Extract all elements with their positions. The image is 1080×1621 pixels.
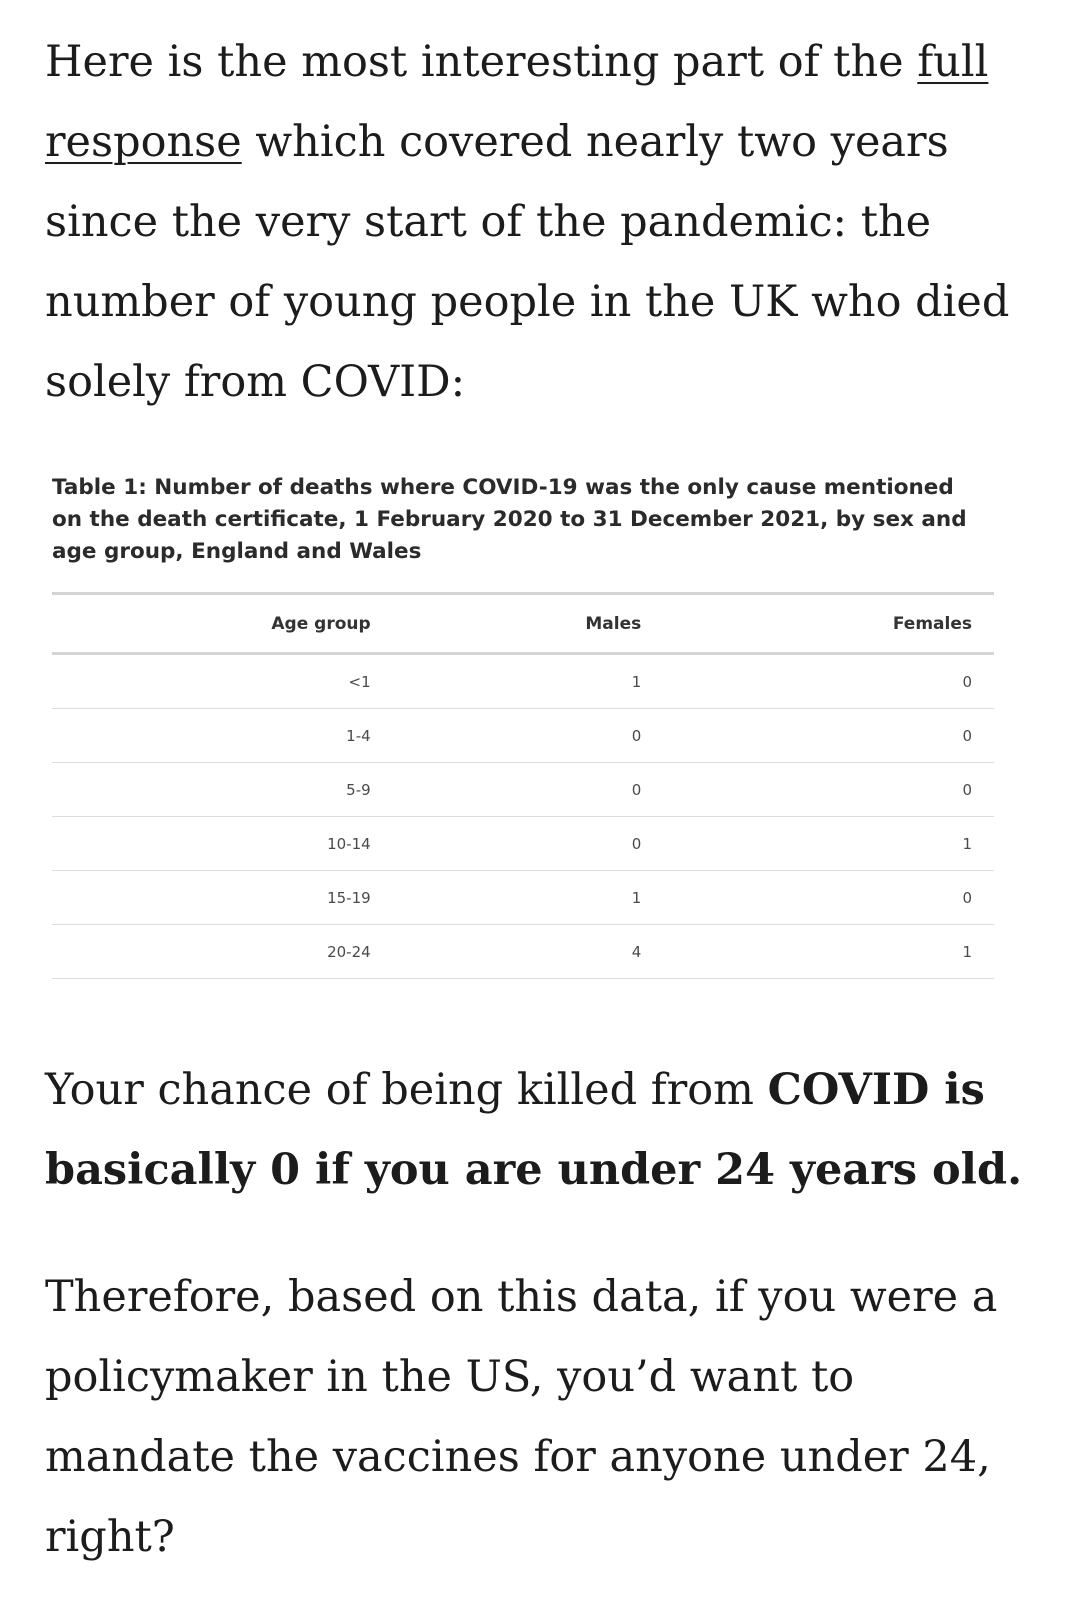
cell-males: 0 <box>371 817 642 871</box>
cell-females: 1 <box>641 817 994 871</box>
cell-age: 1-4 <box>52 709 371 763</box>
cell-females: 1 <box>641 925 994 979</box>
cell-age: 10-14 <box>52 817 371 871</box>
table-row <box>52 817 994 871</box>
table-row <box>52 763 994 817</box>
cell-age: 20-24 <box>52 925 371 979</box>
deaths-table <box>52 592 994 979</box>
intro-text-after: which covered nearly two years since the very start of the pandemic: the number of young people in the UK who died solely from COVID: <box>45 117 1010 407</box>
header-age-group: Age group <box>271 613 371 634</box>
intro-paragraph <box>45 22 1035 422</box>
cell-females: 0 <box>641 654 994 709</box>
question-paragraph: Therefore, based on this data, if you were a policymaker in the US, you’d want to mandate the vaccines for anyone under 24, right? <box>45 1272 998 1562</box>
header-males: Males <box>585 613 642 634</box>
cell-age: 15-19 <box>52 871 371 925</box>
cell-females: 0 <box>641 763 994 817</box>
conclusion-bold-text: COVID is basically 0 if you are under 24 years old. <box>45 1065 1023 1195</box>
table-figure <box>52 472 994 961</box>
table-row <box>52 654 994 709</box>
cell-males: 0 <box>371 763 642 817</box>
table-row <box>52 709 994 763</box>
table-row <box>52 871 994 925</box>
cell-males: 0 <box>371 709 642 763</box>
cell-age: <1 <box>52 654 371 709</box>
full-response-link[interactable]: full response <box>45 37 989 167</box>
table-row <box>52 925 994 979</box>
cell-females: 0 <box>641 871 994 925</box>
header-females: Females <box>892 613 972 634</box>
cell-age: 5-9 <box>52 763 371 817</box>
cell-males: 4 <box>371 925 642 979</box>
intro-text-before: Here is the most interesting part of the <box>45 37 918 87</box>
table-caption: Table 1: Number of deaths where COVID-19 was the only cause mentioned on the death certificate, 1 February 2020 to 31 December 2021, by sex and age group, England and Wales <box>52 475 967 564</box>
table-header-row <box>52 594 994 654</box>
cell-females: 0 <box>641 709 994 763</box>
cell-males: 1 <box>371 871 642 925</box>
conclusion-paragraph <box>45 1050 1045 1210</box>
cell-males: 1 <box>371 654 642 709</box>
conclusion-plain-text: Your chance of being killed from <box>45 1065 768 1115</box>
